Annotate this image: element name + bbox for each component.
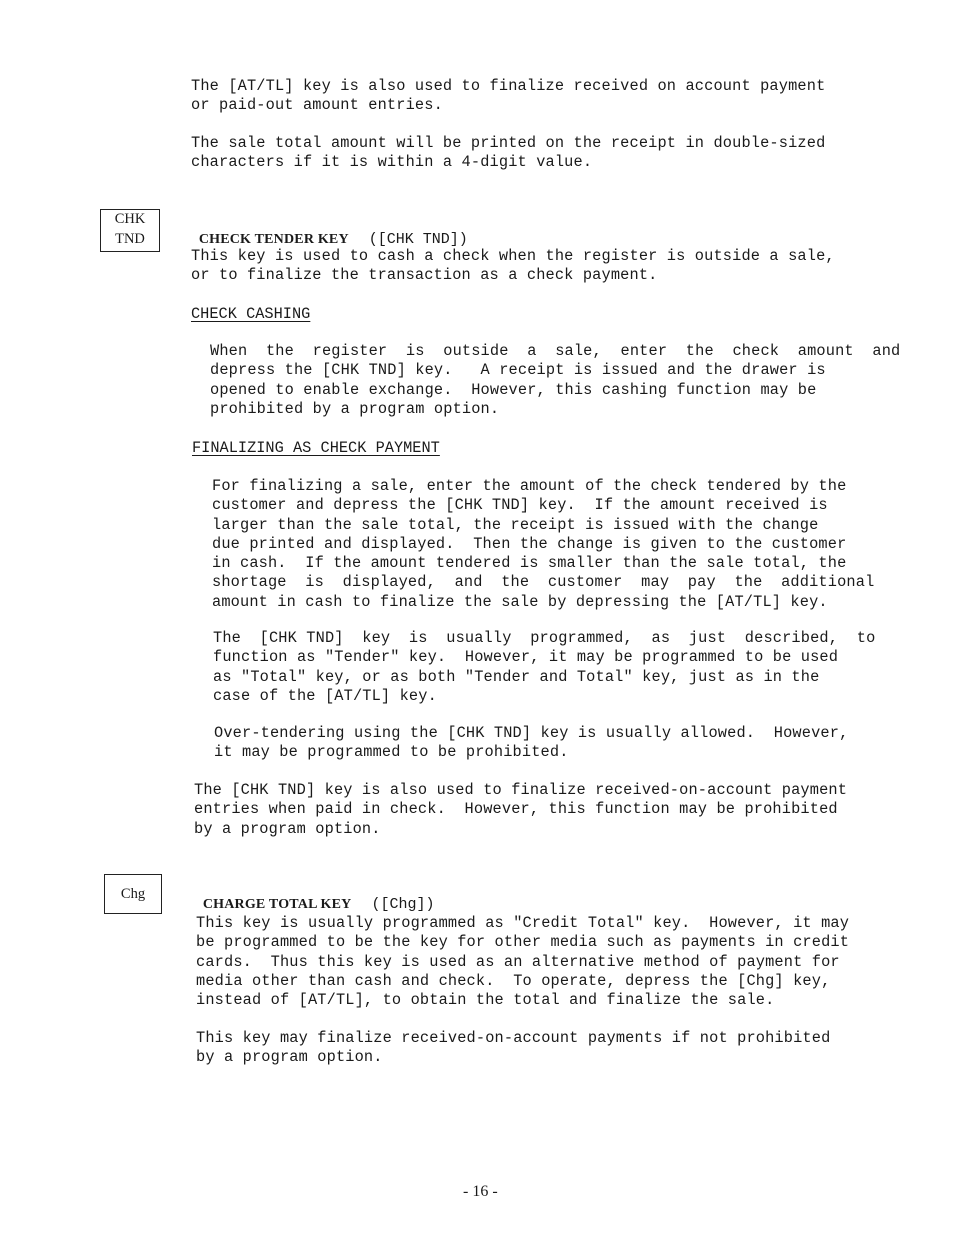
charge-total-key-heading bbox=[186, 875, 435, 915]
chk-tnd-key-bottom-label: TND bbox=[115, 231, 145, 247]
finalizing-paragraph-2: The [CHK TND] key is usually programmed, as just described, to function as "Tender" key. However, it may be programmed to be used as "Total" key, or as both "Tender and Total" key, just as in the case of the [AT/TL] key. bbox=[213, 629, 876, 705]
check-cashing-paragraph: When the register is outside a sale, enter the check amount and depress the [CHK TND] key. A receipt is issued and the drawer is opened to enable exchange. However, this cashing function may be prohibited by a program option. bbox=[210, 342, 901, 418]
finalizing-check-payment-heading: FINALIZING AS CHECK PAYMENT bbox=[192, 439, 440, 457]
check-tender-intro-paragraph: This key is used to cash a check when the register is outside a sale, or to finalize the transaction as a check payment. bbox=[191, 247, 835, 285]
check-tender-closing-paragraph: The [CHK TND] key is also used to finalize received-on-account payment entries when paid in check. However, this function may be prohibited by a program option. bbox=[194, 781, 848, 838]
check-tender-key-title: CHECK TENDER KEY bbox=[198, 232, 349, 247]
charge-total-paragraph-1: This key is usually programmed as "Credit Total" key. However, it may be programmed to be the key for other media such as payments in credit cards. Thus this key is used as an alternative method of payment for media other than cash and check. To operate, depress the [Chg] key, instead of [AT/TL], to obtain the total and finalize the sale. bbox=[196, 914, 850, 1010]
chg-key-label: Chg bbox=[120, 886, 146, 902]
chk-tnd-key-top-label: CHK bbox=[114, 211, 146, 227]
intro-paragraph-1: The [AT/TL] key is also used to finalize received on account payment or paid-out amount entries. bbox=[191, 77, 826, 115]
check-tender-key-ref: ([CHK TND]) bbox=[368, 231, 468, 248]
charge-total-key-title: CHARGE TOTAL KEY bbox=[202, 897, 352, 912]
check-tender-key-heading bbox=[182, 210, 468, 250]
intro-paragraph-2: The sale total amount will be printed on the receipt in double-sized characters if it is within a 4-digit value. bbox=[191, 134, 826, 172]
chk-tnd-key-graphic bbox=[100, 209, 160, 252]
chg-key-graphic bbox=[104, 874, 162, 914]
page-number: - 16 - bbox=[463, 1183, 498, 1200]
charge-total-key-ref: ([Chg]) bbox=[371, 896, 435, 913]
finalizing-paragraph-3: Over-tendering using the [CHK TND] key is usually allowed. However, it may be programmed to be prohibited. bbox=[214, 724, 849, 762]
charge-total-paragraph-2: This key may finalize received-on-account payments if not prohibited by a program option. bbox=[196, 1029, 831, 1067]
finalizing-paragraph-1: For finalizing a sale, enter the amount of the check tendered by the customer and depress the [CHK TND] key. If the amount received is larger than the sale total, the receipt is issued with the change due printed and displayed. Then the change is given to the customer in cash. If the amount tendered is smaller than the sale total, the shortage is displayed, and the customer may pay the additional amount in cash to finalize the sale by depressing the [AT/TL] key. bbox=[212, 477, 875, 611]
check-cashing-heading: CHECK CASHING bbox=[191, 305, 311, 323]
